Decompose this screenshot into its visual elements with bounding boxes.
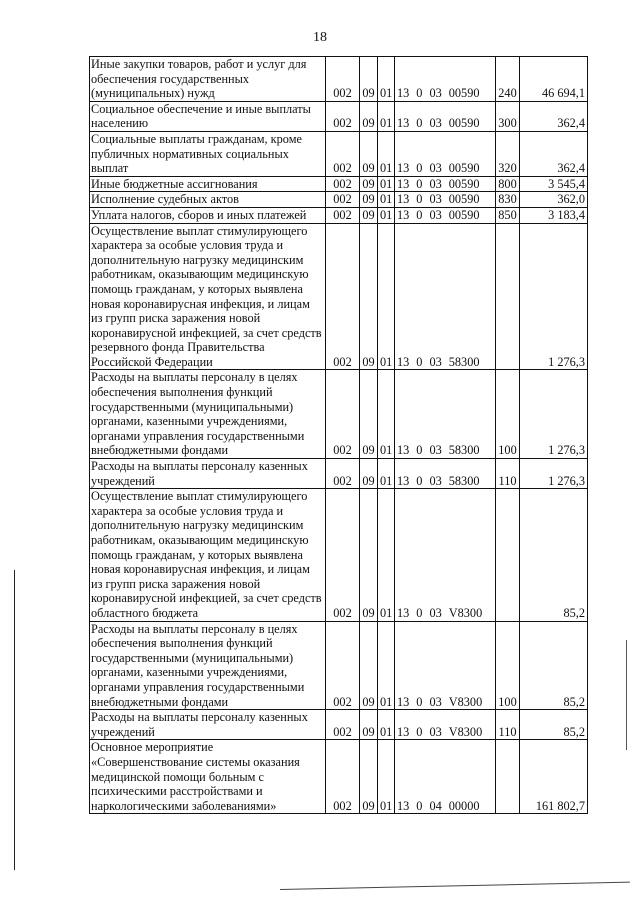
table-row [90, 459, 588, 489]
target-article-part: 13 [397, 724, 410, 739]
target-article-part: 58300 [448, 443, 480, 458]
row-target-article [395, 740, 496, 814]
row-expense-type [496, 740, 520, 814]
row-amount: 1 276,3 [520, 370, 588, 459]
row-section-code: 09 [360, 176, 378, 192]
row-admin-code: 002 [326, 710, 360, 740]
target-article-part: 00590 [448, 207, 480, 222]
row-section-code: 09 [360, 57, 378, 102]
row-expense-type [496, 489, 520, 621]
row-amount: 3 183,4 [520, 207, 588, 223]
budget-table [89, 56, 588, 814]
target-article-part: 00590 [448, 176, 480, 191]
target-article-part: 03 [429, 176, 442, 191]
row-section-code: 09 [360, 621, 378, 710]
row-section-code: 09 [360, 192, 378, 208]
row-name: Уплата налогов, сборов и иных платежей [90, 207, 326, 223]
target-article-part: 03 [429, 724, 442, 739]
target-article-part: 03 [429, 694, 442, 709]
target-article-part: 13 [397, 207, 410, 222]
table-row [90, 621, 588, 710]
row-amount: 1 276,3 [520, 459, 588, 489]
row-name: Расходы на выплаты персоналу казенных учреждений [90, 710, 326, 740]
row-subsection-code: 01 [378, 489, 395, 621]
target-article-part: 00000 [448, 798, 480, 813]
row-subsection-code: 01 [378, 57, 395, 102]
target-article-part: 13 [397, 161, 410, 176]
target-article-part: 0 [416, 354, 423, 369]
row-name: Расходы на выплаты персоналу в целях обеспечения выполнения функций государственными (муниципальными) органами, казенными учреждениями, органами управления государственными внебюджетными фондами [90, 370, 326, 459]
row-name: Исполнение судебных актов [90, 192, 326, 208]
row-subsection-code: 01 [378, 621, 395, 710]
target-article-part: 13 [397, 605, 410, 620]
row-name: Иные бюджетные ассигнования [90, 176, 326, 192]
target-article-part: V8300 [448, 694, 483, 709]
scan-margin-line [626, 640, 627, 750]
row-name: Социальные выплаты гражданам, кроме публичных нормативных социальных выплат [90, 131, 326, 176]
row-admin-code: 002 [326, 489, 360, 621]
target-article-part: 00590 [448, 192, 480, 207]
row-admin-code: 002 [326, 370, 360, 459]
row-subsection-code: 01 [378, 207, 395, 223]
row-target-article [395, 101, 496, 131]
row-target-article [395, 57, 496, 102]
row-name: Основное мероприятие «Совершенствование системы оказания медицинской помощи больным с психическими расстройствами и наркологическими заболеваниями» [90, 740, 326, 814]
target-article-part: 0 [416, 192, 423, 207]
row-amount: 3 545,4 [520, 176, 588, 192]
row-amount: 362,4 [520, 131, 588, 176]
row-amount: 362,4 [520, 101, 588, 131]
target-article-part: 04 [429, 798, 442, 813]
table-row [90, 192, 588, 208]
target-article-part: 00590 [448, 86, 480, 101]
target-article-part: 00590 [448, 161, 480, 176]
target-article-part: 03 [429, 207, 442, 222]
target-article-part: 13 [397, 443, 410, 458]
row-amount: 46 694,1 [520, 57, 588, 102]
target-article-part: 03 [429, 473, 442, 488]
row-subsection-code: 01 [378, 192, 395, 208]
table-row [90, 370, 588, 459]
row-amount: 85,2 [520, 710, 588, 740]
target-article-part: 03 [429, 443, 442, 458]
page-number: 18 [313, 30, 327, 45]
target-article-part: 13 [397, 798, 410, 813]
row-admin-code: 002 [326, 192, 360, 208]
row-section-code: 09 [360, 489, 378, 621]
target-article-part: 03 [429, 86, 442, 101]
target-article-part: 13 [397, 354, 410, 369]
target-article-part: 0 [416, 161, 423, 176]
row-target-article [395, 223, 496, 370]
row-subsection-code: 01 [378, 740, 395, 814]
row-admin-code: 002 [326, 223, 360, 370]
target-article-part: 0 [416, 443, 423, 458]
target-article-part: 03 [429, 354, 442, 369]
row-admin-code: 002 [326, 57, 360, 102]
row-target-article [395, 207, 496, 223]
row-amount: 1 276,3 [520, 223, 588, 370]
target-article-part: 03 [429, 605, 442, 620]
target-article-part: V8300 [448, 724, 483, 739]
target-article-part: 58300 [448, 473, 480, 488]
row-expense-type: 100 [496, 370, 520, 459]
row-subsection-code: 01 [378, 710, 395, 740]
row-name: Иные закупки товаров, работ и услуг для обеспечения государственных (муниципальных) нужд [90, 57, 326, 102]
row-amount: 85,2 [520, 621, 588, 710]
row-expense-type: 830 [496, 192, 520, 208]
target-article-part: V8300 [448, 605, 483, 620]
target-article-part: 03 [429, 192, 442, 207]
row-name: Расходы на выплаты персоналу в целях обеспечения выполнения функций государственными (муниципальными) органами, казенными учреждениями, органами управления государственными внебюджетными фондами [90, 621, 326, 710]
target-article-part: 0 [416, 207, 423, 222]
row-target-article [395, 192, 496, 208]
row-section-code: 09 [360, 710, 378, 740]
row-amount: 85,2 [520, 489, 588, 621]
table-row [90, 131, 588, 176]
row-amount: 161 802,7 [520, 740, 588, 814]
target-article-part: 0 [416, 605, 423, 620]
target-article-part: 0 [416, 473, 423, 488]
row-target-article [395, 131, 496, 176]
target-article-part: 0 [416, 798, 423, 813]
target-article-part: 03 [429, 116, 442, 131]
table-row [90, 710, 588, 740]
table-row [90, 223, 588, 370]
row-subsection-code: 01 [378, 459, 395, 489]
target-article-part: 13 [397, 86, 410, 101]
target-article-part: 0 [416, 86, 423, 101]
row-section-code: 09 [360, 223, 378, 370]
row-expense-type: 800 [496, 176, 520, 192]
row-expense-type: 100 [496, 621, 520, 710]
scan-margin-line [14, 570, 15, 870]
row-subsection-code: 01 [378, 370, 395, 459]
row-section-code: 09 [360, 131, 378, 176]
row-subsection-code: 01 [378, 131, 395, 176]
table-row [90, 489, 588, 621]
row-subsection-code: 01 [378, 223, 395, 370]
target-article-part: 0 [416, 724, 423, 739]
target-article-part: 13 [397, 192, 410, 207]
row-section-code: 09 [360, 101, 378, 131]
row-target-article [395, 176, 496, 192]
row-section-code: 09 [360, 370, 378, 459]
target-article-part: 13 [397, 116, 410, 131]
row-name: Осуществление выплат стимулирующего характера за особые условия труда и дополнительную нагрузку медицинским работникам, оказывающим медицинскую помощь гражданам, у которых выявлена новая коронавирусная инфекция, и лицам из групп риска заражения новой коронавирусной инфекцией, за счет средств областного бюджета [90, 489, 326, 621]
row-expense-type: 110 [496, 710, 520, 740]
row-expense-type: 110 [496, 459, 520, 489]
target-article-part: 0 [416, 116, 423, 131]
target-article-part: 13 [397, 176, 410, 191]
table-row [90, 176, 588, 192]
row-name: Расходы на выплаты персоналу казенных учреждений [90, 459, 326, 489]
row-target-article [395, 710, 496, 740]
row-amount: 362,0 [520, 192, 588, 208]
row-admin-code: 002 [326, 101, 360, 131]
target-article-part: 13 [397, 694, 410, 709]
row-target-article [395, 621, 496, 710]
row-section-code: 09 [360, 740, 378, 814]
row-admin-code: 002 [326, 131, 360, 176]
table-row [90, 740, 588, 814]
row-admin-code: 002 [326, 176, 360, 192]
row-subsection-code: 01 [378, 101, 395, 131]
row-target-article [395, 370, 496, 459]
row-admin-code: 002 [326, 207, 360, 223]
row-admin-code: 002 [326, 740, 360, 814]
row-admin-code: 002 [326, 621, 360, 710]
table-row [90, 101, 588, 131]
target-article-part: 0 [416, 176, 423, 191]
row-target-article [395, 489, 496, 621]
scan-margin-line [280, 882, 630, 890]
table-row [90, 207, 588, 223]
row-name: Осуществление выплат стимулирующего характера за особые условия труда и дополнительную нагрузку медицинским работникам, оказывающим медицинскую помощь гражданам, у которых выявлена новая коронавирусная инфекция, и лицам из групп риска заражения новой коронавирусной инфекцией, за счет средств резервного фонда Правительства Российской Федерации [90, 223, 326, 370]
row-expense-type: 850 [496, 207, 520, 223]
row-expense-type [496, 223, 520, 370]
row-admin-code: 002 [326, 459, 360, 489]
row-section-code: 09 [360, 207, 378, 223]
target-article-part: 0 [416, 694, 423, 709]
target-article-part: 03 [429, 161, 442, 176]
row-expense-type: 240 [496, 57, 520, 102]
target-article-part: 58300 [448, 354, 480, 369]
budget-table-body [90, 57, 588, 814]
row-target-article [395, 459, 496, 489]
row-expense-type: 320 [496, 131, 520, 176]
table-row [90, 57, 588, 102]
row-expense-type: 300 [496, 101, 520, 131]
target-article-part: 13 [397, 473, 410, 488]
row-section-code: 09 [360, 459, 378, 489]
target-article-part: 00590 [448, 116, 480, 131]
row-name: Социальное обеспечение и иные выплаты населению [90, 101, 326, 131]
row-subsection-code: 01 [378, 176, 395, 192]
